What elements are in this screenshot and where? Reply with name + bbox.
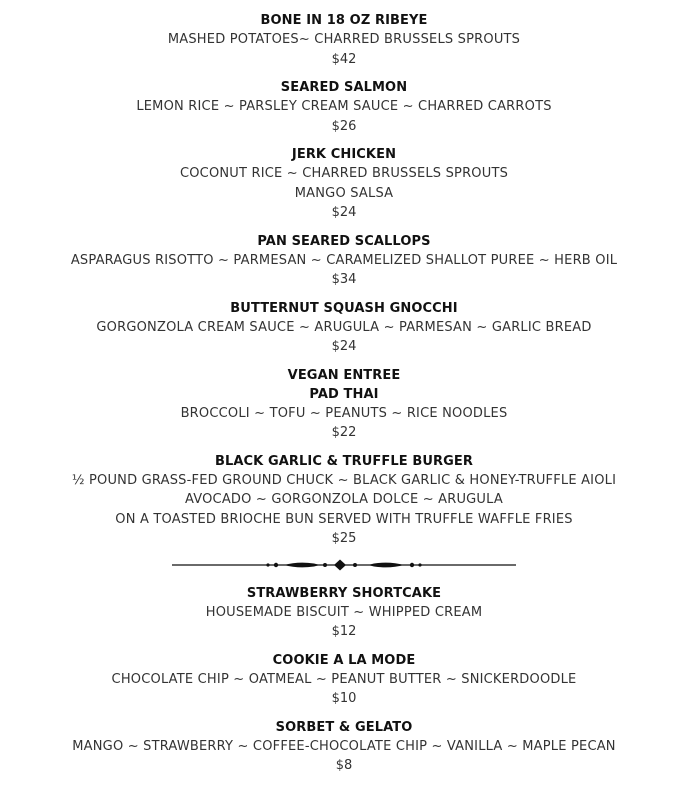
item-name: STRAWBERRY SHORTCAKE — [246, 585, 442, 601]
ornamental-divider — [0, 558, 688, 572]
mains-section — [0, 11, 688, 549]
item-name: BUTTERNUT SQUASH GNOCCHI — [230, 300, 458, 316]
item-price: $10 — [331, 691, 357, 706]
item-price: $8 — [335, 758, 353, 773]
item-name: COOKIE A LA MODE — [272, 652, 416, 668]
item-description: MASHED POTATOES~ CHARRED BRUSSELS SPROUTS — [167, 32, 521, 47]
item-description: BROCCOLI ~ TOFU ~ PEANUTS ~ RICE NOODLES — [180, 405, 508, 421]
item-price: $26 — [331, 118, 357, 134]
item-description: ASPARAGUS RISOTTO ~ PARMESAN ~ CARAMELIZED SHALLOT PUREE ~ HERB OIL — [70, 252, 618, 268]
item-price: $42 — [331, 51, 357, 67]
item-price: $25 — [331, 531, 357, 546]
item-price: $24 — [331, 205, 357, 220]
item-price: $12 — [331, 624, 357, 639]
item-description: COCONUT RICE ~ CHARRED BRUSSELS SPROUTS — [179, 166, 509, 181]
item-description: GORGONZOLA CREAM SAUCE ~ ARUGULA ~ PARMESAN ~ GARLIC BREAD — [96, 319, 592, 335]
desserts-section — [0, 584, 688, 776]
item-description: LEMON RICE ~ PARSLEY CREAM SAUCE ~ CHARRED CARROTS — [136, 99, 552, 114]
item-name: VEGAN ENTREE — [287, 367, 401, 383]
menu-item-salmon — [0, 78, 688, 136]
menu-item-sorbet-gelato — [0, 718, 688, 776]
item-description: CHOCOLATE CHIP ~ OATMEAL ~ PEANUT BUTTER ~ SNICKERDOODLE — [111, 671, 577, 687]
menu-item-shortcake — [0, 584, 688, 642]
item-description: ON A TOASTED BRIOCHE BUN SERVED WITH TRUFFLE WAFFLE FRIES — [115, 511, 573, 527]
item-description: HOUSEMADE BISCUIT ~ WHIPPED CREAM — [205, 604, 483, 620]
menu-item-cookie-a-la-mode — [0, 651, 688, 709]
item-description: MANGO SALSA — [294, 185, 394, 201]
menu-item-jerk-chicken — [0, 145, 688, 223]
flourish-divider-icon — [172, 558, 516, 572]
item-name: PAN SEARED SCALLOPS — [257, 233, 431, 249]
item-price: $24 — [331, 339, 357, 354]
item-price: $22 — [331, 425, 357, 440]
item-name: JERK CHICKEN — [291, 147, 397, 162]
item-description: AVOCADO ~ GORGONZOLA DOLCE ~ ARUGULA — [184, 492, 503, 507]
item-description: ½ POUND GRASS-FED GROUND CHUCK ~ BLACK GARLIC & HONEY-TRUFFLE AIOLI — [71, 472, 617, 488]
menu-item-scallops — [0, 232, 688, 290]
item-name: BONE IN 18 OZ RIBEYE — [260, 13, 428, 28]
item-name: SORBET & GELATO — [275, 719, 413, 735]
item-description: MANGO ~ STRAWBERRY ~ COFFEE-CHOCOLATE CHIP ~ VANILLA ~ MAPLE PECAN — [72, 738, 616, 754]
item-subname: PAD THAI — [309, 386, 379, 402]
item-name: BLACK GARLIC & TRUFFLE BURGER — [214, 453, 473, 469]
menu-item-gnocchi — [0, 299, 688, 357]
item-name: SEARED SALMON — [280, 80, 408, 95]
menu-item-burger — [0, 452, 688, 549]
menu-item-vegan-entree — [0, 366, 688, 443]
menu-item-ribeye — [0, 11, 688, 69]
item-price: $34 — [331, 272, 357, 287]
